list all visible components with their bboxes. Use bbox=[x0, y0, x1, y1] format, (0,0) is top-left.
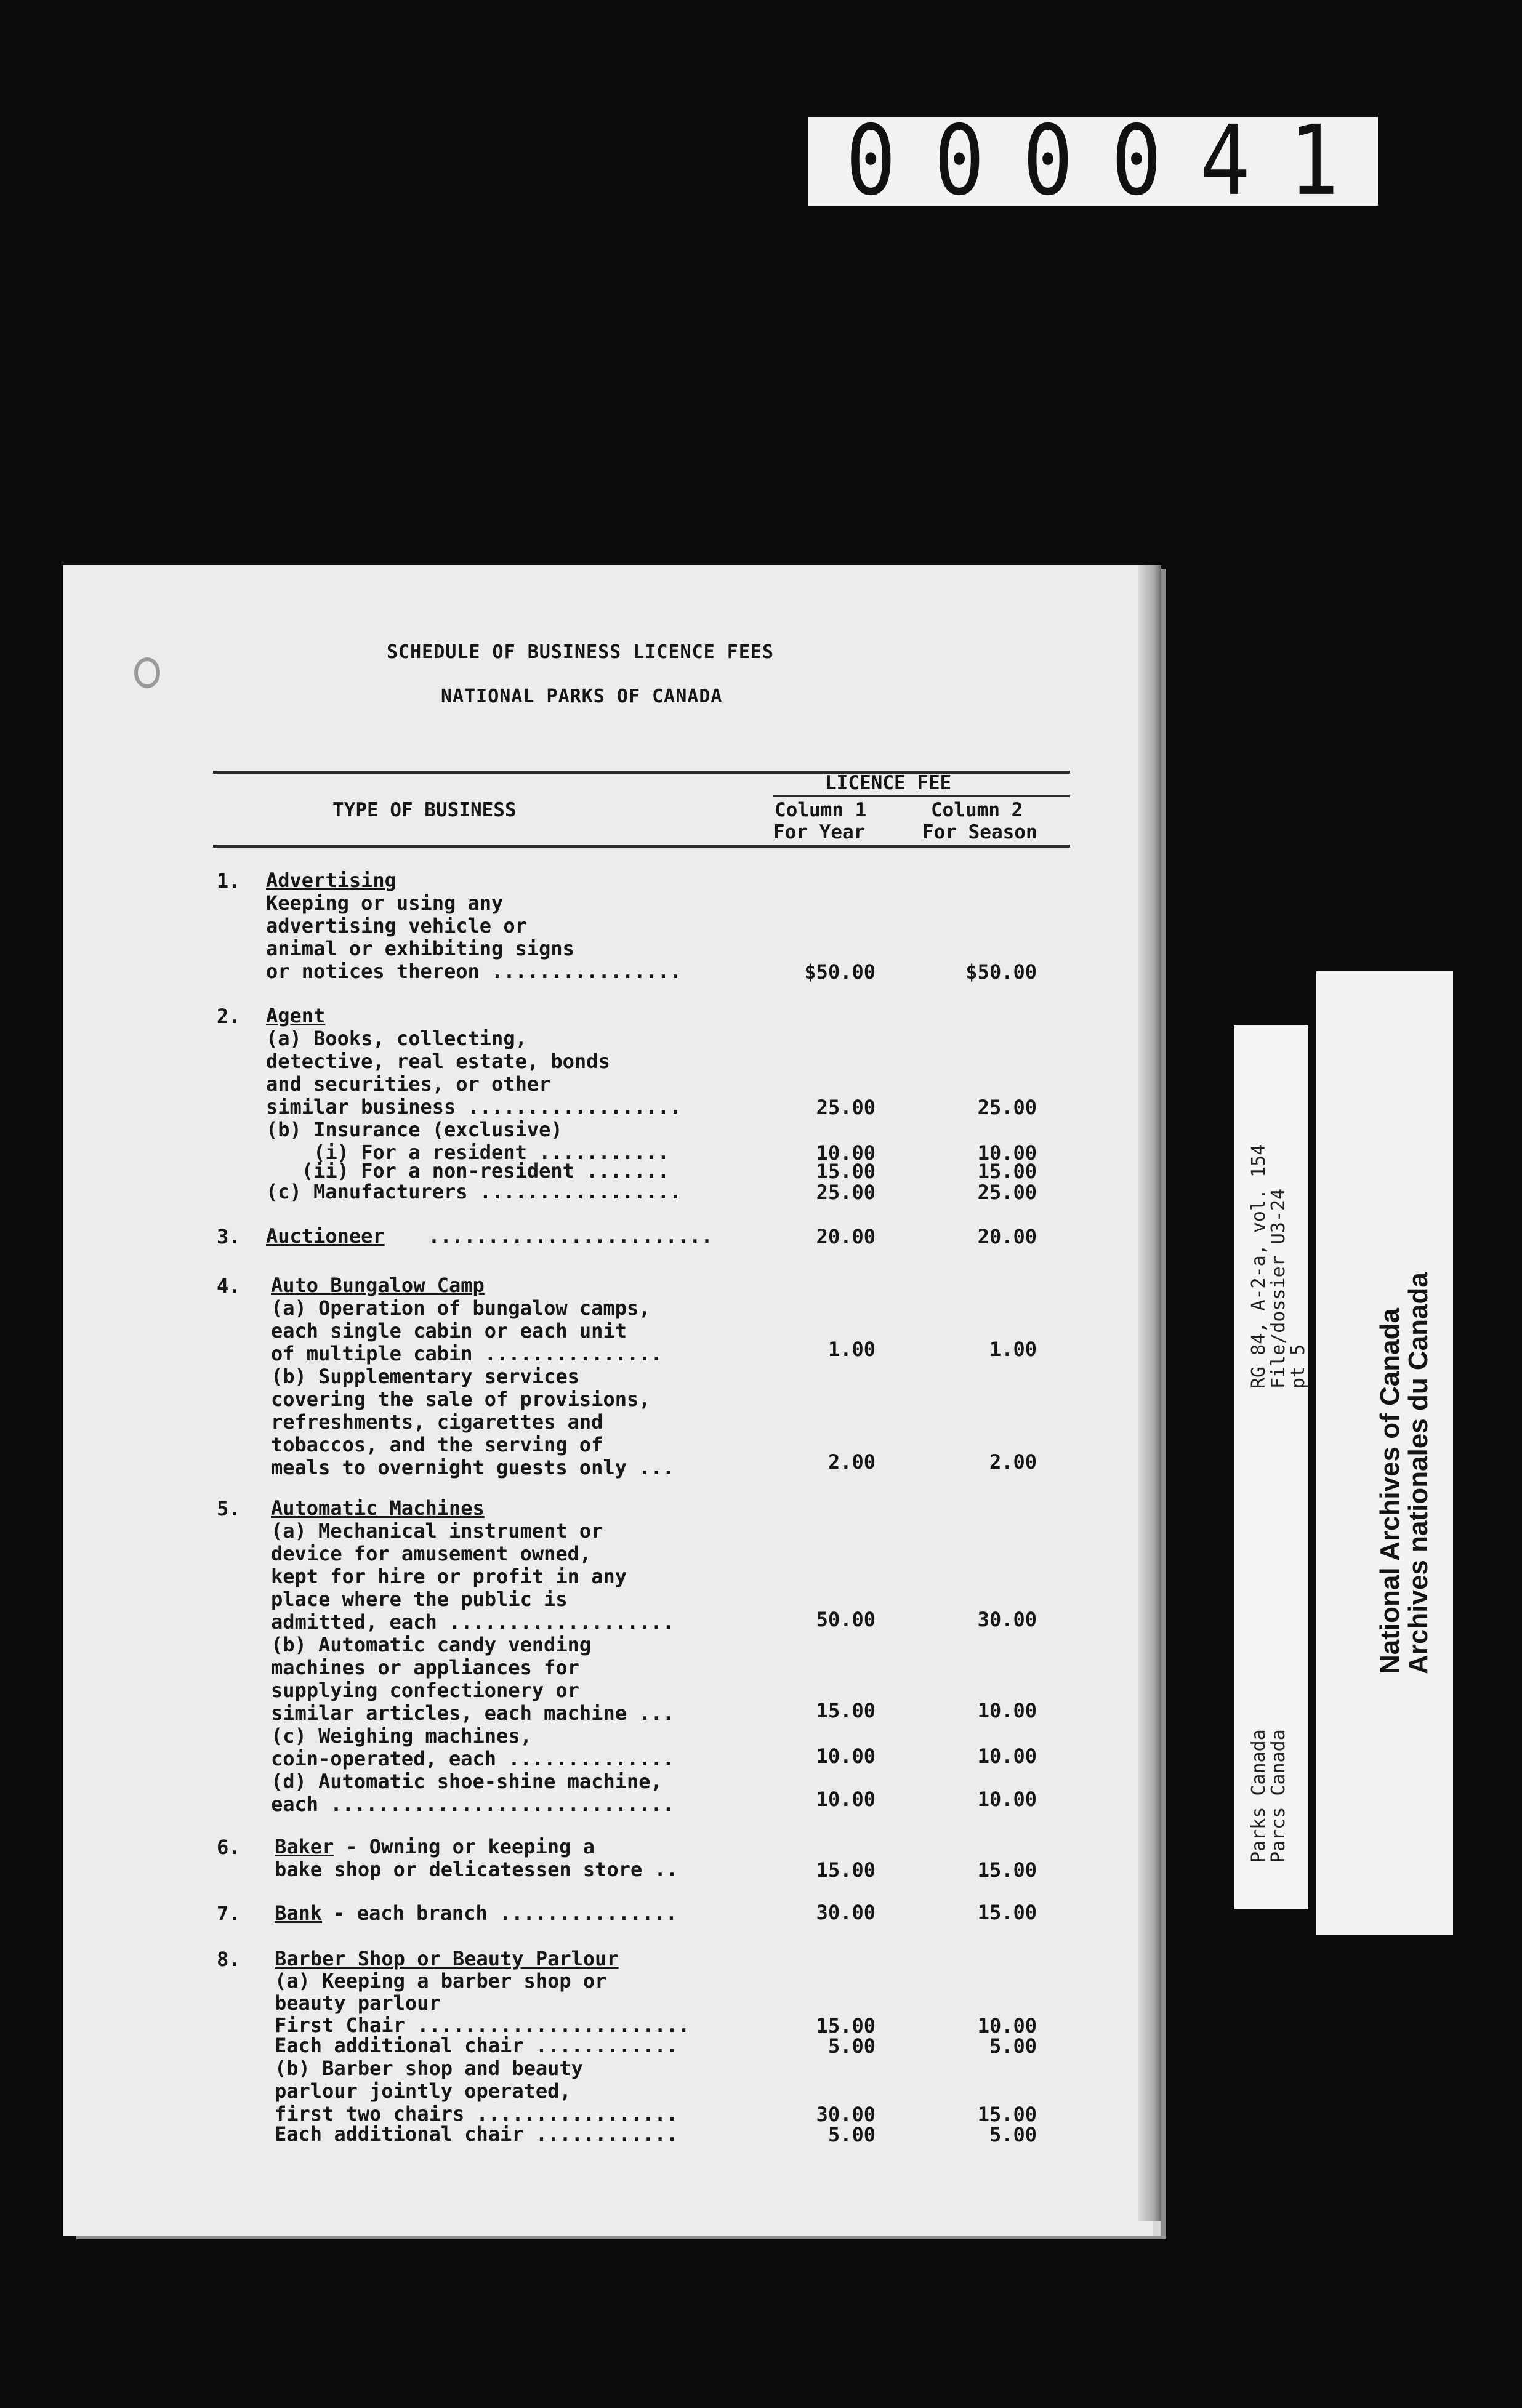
item-number: 4. bbox=[217, 1274, 241, 1298]
item-line: admitted, each ................... bbox=[271, 1610, 675, 1634]
document-title: SCHEDULE OF BUSINESS LICENCE FEES bbox=[387, 641, 775, 663]
fee-season: 25.00 bbox=[977, 1096, 1037, 1119]
column1-subheader: For Year bbox=[773, 821, 866, 843]
archives-name-en: National Archives of Canada bbox=[1375, 1308, 1405, 1674]
item-line: Keeping or using any bbox=[266, 891, 504, 915]
fee-season: 20.00 bbox=[977, 1225, 1037, 1248]
fee-year: 10.00 bbox=[816, 1788, 876, 1811]
item-line: coin-operated, each .............. bbox=[271, 1747, 675, 1770]
fee-year: 10.00 bbox=[816, 1141, 876, 1165]
fee-year: $50.00 bbox=[804, 960, 876, 984]
item-heading: Auto Bungalow Camp bbox=[271, 1274, 485, 1297]
item-heading-rest: - each branch ............... bbox=[321, 1901, 677, 1925]
fee-season: 5.00 bbox=[989, 2123, 1037, 2146]
item-line: or notices thereon ................ bbox=[266, 960, 682, 983]
item-heading: Bank bbox=[275, 1901, 323, 1925]
item-line: meals to overnight guests only ... bbox=[271, 1456, 675, 1479]
column1-header: Column 1 bbox=[775, 799, 867, 821]
fee-year: 5.00 bbox=[827, 2123, 876, 2146]
item-heading-rest: - Owning or keeping a bbox=[334, 1835, 595, 1858]
item-number: 2. bbox=[217, 1005, 241, 1028]
licence-fee-underline bbox=[773, 795, 1070, 797]
item-line: each single cabin or each unit bbox=[271, 1319, 627, 1342]
item-line: (a) Mechanical instrument or bbox=[271, 1519, 603, 1543]
item-line: (c) Manufacturers ................. bbox=[266, 1180, 682, 1203]
item-number: 3. bbox=[217, 1225, 241, 1248]
frame-number: 000041 bbox=[845, 105, 1377, 217]
licence-fee-header: LICENCE FEE bbox=[825, 772, 952, 794]
item-line: similar business .................. bbox=[266, 1095, 682, 1118]
item-line: parlour jointly operated, bbox=[275, 2079, 571, 2103]
item-line: detective, real estate, bonds bbox=[266, 1049, 610, 1073]
item-line: advertising vehicle or bbox=[266, 914, 527, 937]
item-heading: Advertising bbox=[266, 869, 397, 892]
item-line: and securities, or other bbox=[266, 1072, 551, 1096]
fee-season: 25.00 bbox=[977, 1181, 1037, 1204]
item-line: supplying confectionery or bbox=[271, 1679, 579, 1702]
punch-hole bbox=[134, 657, 160, 688]
item-heading: Barber Shop or Beauty Parlour bbox=[275, 1947, 619, 1970]
column2-header: Column 2 bbox=[931, 799, 1023, 821]
fee-year: 2.00 bbox=[827, 1450, 876, 1474]
fee-season: 15.00 bbox=[977, 1160, 1037, 1183]
item-line: device for amusement owned, bbox=[271, 1542, 592, 1565]
item-heading: Auctioneer bbox=[266, 1224, 385, 1248]
fee-season: 15.00 bbox=[977, 2103, 1037, 2126]
item-line: Each additional chair ............ bbox=[275, 2034, 678, 2057]
item-line: (b) Insurance (exclusive) bbox=[266, 1118, 563, 1141]
item-heading: Automatic Machines bbox=[271, 1496, 485, 1520]
item-line: kept for hire or profit in any bbox=[271, 1565, 627, 1588]
item-line: (b) Automatic candy vending bbox=[271, 1633, 592, 1656]
item-line: (a) Keeping a barber shop or bbox=[275, 1969, 607, 1993]
archives-name-fr: Archives nationales du Canada bbox=[1403, 1272, 1433, 1674]
item-number: 1. bbox=[217, 869, 241, 893]
item-line: (a) Books, collecting, bbox=[266, 1027, 527, 1050]
header-bottom-rule bbox=[213, 845, 1070, 848]
fee-year: 15.00 bbox=[816, 2014, 876, 2037]
fee-season: 10.00 bbox=[977, 1744, 1037, 1768]
type-of-business-header: TYPE OF BUSINESS bbox=[332, 799, 517, 821]
item-line: (i) For a resident ........... bbox=[266, 1141, 670, 1164]
fee-season: 1.00 bbox=[989, 1338, 1037, 1361]
item-number: 5. bbox=[217, 1497, 241, 1520]
archives-label bbox=[1316, 971, 1453, 1935]
item-line: of multiple cabin ............... bbox=[271, 1342, 662, 1365]
item-number: 7. bbox=[217, 1902, 241, 1925]
item-line: place where the public is bbox=[271, 1587, 568, 1611]
item-line: First Chair ....................... bbox=[275, 2013, 690, 2037]
fee-season: 10.00 bbox=[977, 1699, 1037, 1722]
item-line: similar articles, each machine ... bbox=[271, 1701, 675, 1725]
reference-line: File/dossier U3-24 bbox=[1268, 1188, 1289, 1389]
item-line: (a) Operation of bungalow camps, bbox=[271, 1296, 651, 1320]
fee-year: 5.00 bbox=[827, 2034, 876, 2058]
item-heading: Baker bbox=[275, 1835, 334, 1858]
item-line: each ............................. bbox=[271, 1792, 675, 1816]
reference-line: RG 84, A-2-a, vol. 154 bbox=[1248, 1144, 1270, 1389]
page-edge bbox=[1138, 565, 1161, 2221]
item-line: (b) Supplementary services bbox=[271, 1365, 579, 1388]
item-line: refreshments, cigarettes and bbox=[271, 1410, 603, 1434]
item-line: beauty parlour bbox=[275, 1991, 441, 2015]
fee-season: 10.00 bbox=[977, 1141, 1037, 1165]
fee-year: 30.00 bbox=[816, 2103, 876, 2126]
reference-line: pt 5 bbox=[1287, 1344, 1309, 1389]
item-line: bake shop or delicatessen store .. bbox=[275, 1858, 678, 1881]
item-line: (c) Weighing machines, bbox=[271, 1724, 532, 1748]
item-line: covering the sale of provisions, bbox=[271, 1387, 651, 1411]
agency-line: Parks Canada bbox=[1248, 1729, 1270, 1863]
fee-season: 15.00 bbox=[977, 1858, 1037, 1882]
item-line: (d) Automatic shoe-shine machine, bbox=[271, 1770, 662, 1793]
item-heading: Agent bbox=[266, 1004, 326, 1027]
fee-season: 30.00 bbox=[977, 1608, 1037, 1631]
fee-season: 2.00 bbox=[989, 1450, 1037, 1474]
fee-year: 25.00 bbox=[816, 1096, 876, 1119]
item-number: 6. bbox=[217, 1836, 241, 1859]
fee-season: 5.00 bbox=[989, 2034, 1037, 2058]
fee-season: 15.00 bbox=[977, 1901, 1037, 1924]
item-line: Each additional chair ............ bbox=[275, 2122, 678, 2146]
fee-year: 20.00 bbox=[816, 1225, 876, 1248]
fee-year: 25.00 bbox=[816, 1181, 876, 1204]
item-line: first two chairs ................. bbox=[275, 2102, 678, 2125]
item-line: (b) Barber shop and beauty bbox=[275, 2057, 583, 2080]
item-leader: ........................ bbox=[416, 1224, 713, 1248]
item-line: (ii) For a non-resident ....... bbox=[266, 1159, 670, 1182]
fee-year: 50.00 bbox=[816, 1608, 876, 1631]
item-line: machines or appliances for bbox=[271, 1656, 579, 1679]
fee-year: 15.00 bbox=[816, 1858, 876, 1882]
frame-number-label bbox=[808, 105, 1378, 217]
fee-year: 15.00 bbox=[816, 1160, 876, 1183]
agency-line: Parcs Canada bbox=[1268, 1729, 1289, 1863]
fee-season: $50.00 bbox=[965, 960, 1037, 984]
fee-year: 1.00 bbox=[827, 1338, 876, 1361]
fee-season: 10.00 bbox=[977, 2014, 1037, 2037]
item-line: animal or exhibiting signs bbox=[266, 937, 574, 960]
item-number: 8. bbox=[217, 1948, 241, 1971]
fee-year: 10.00 bbox=[816, 1744, 876, 1768]
archival-reference-label bbox=[1234, 1025, 1308, 1909]
item-line: tobaccos, and the serving of bbox=[271, 1433, 603, 1456]
fee-year: 30.00 bbox=[816, 1901, 876, 1924]
document-subtitle: NATIONAL PARKS OF CANADA bbox=[441, 686, 723, 707]
fee-season: 10.00 bbox=[977, 1788, 1037, 1811]
column2-subheader: For Season bbox=[922, 821, 1037, 843]
fee-year: 15.00 bbox=[816, 1699, 876, 1722]
